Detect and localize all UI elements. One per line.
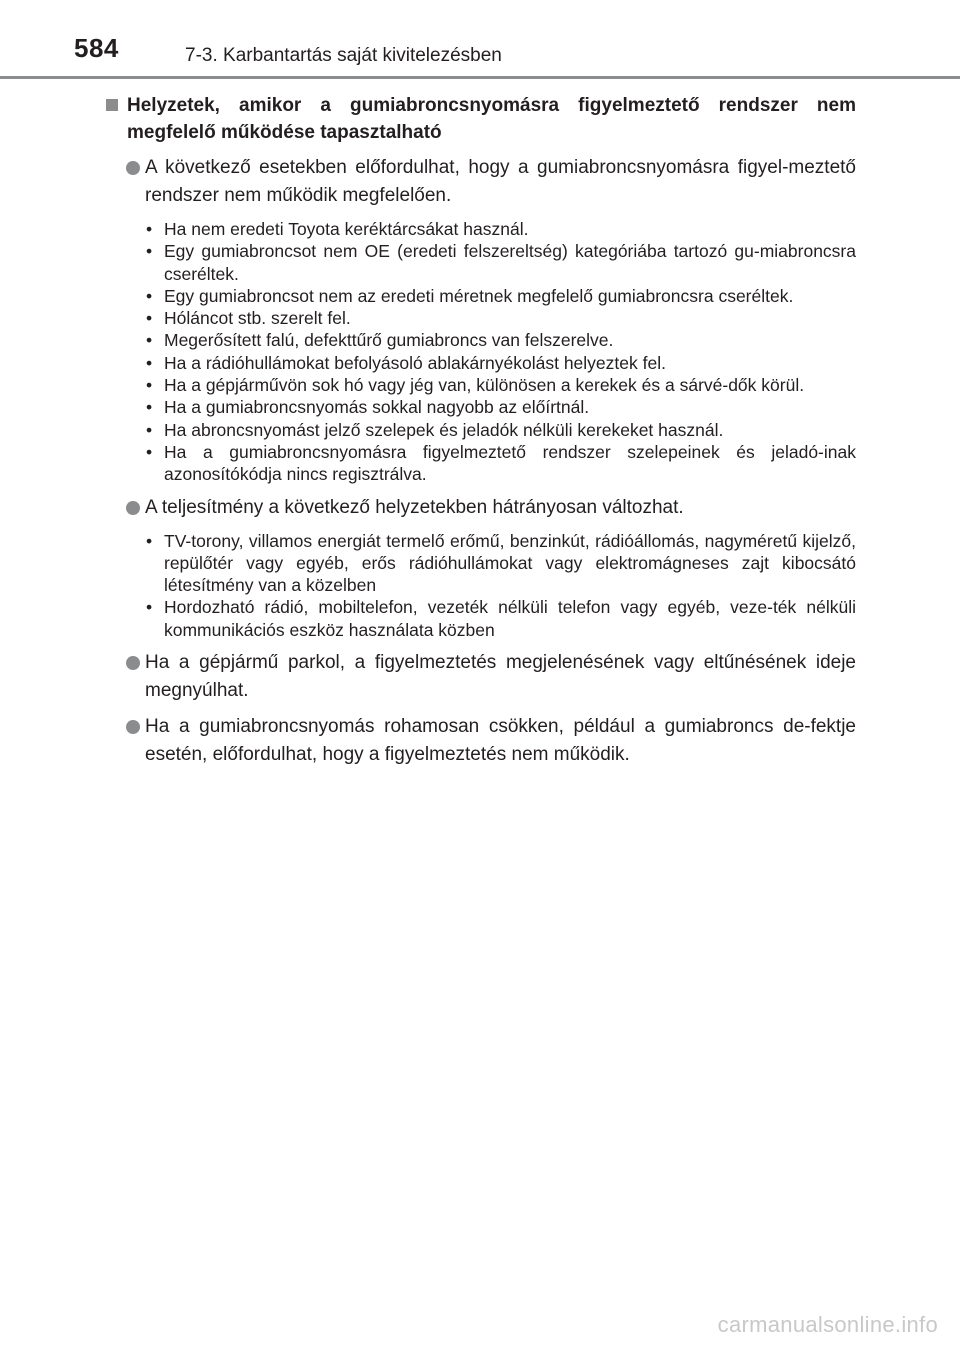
circle-bullet-icon (126, 161, 140, 175)
sub-bullet-item: • Ha a gumiabroncsnyomásra figyelmeztető rendszer szelepeinek és jeladó-inak azonosítókódja nincs regisztrálva. (146, 441, 856, 485)
sub-bullet-list (106, 218, 856, 486)
bullet-icon: • (146, 375, 153, 396)
bullet-icon: • (146, 308, 153, 329)
sub-bullet-item: • Hóláncot stb. szerelt fel. (146, 308, 351, 329)
bullet-icon: • (146, 330, 153, 351)
circle-bullet-icon (126, 501, 140, 515)
list-item-text: A következő esetekben előfordulhat, hogy a gumiabroncsnyomásra figyel-meztető rendszer nem működik megfelelően. (145, 157, 856, 206)
circle-bullet-icon (126, 656, 140, 670)
header-divider (0, 76, 960, 79)
bullet-icon: • (146, 597, 153, 618)
circle-bullet-icon (126, 720, 140, 734)
page-content (106, 92, 856, 769)
sub-bullet-item: • Ha nem eredeti Toyota keréktárcsákat használ. (146, 219, 529, 239)
list-item (106, 649, 856, 705)
square-bullet-icon (106, 99, 118, 111)
sub-bullet-item: • TV-torony, villamos energiát termelő erőmű, benzinkút, rádióállomás, nagyméretű kijelző, repülőtér vagy egyéb, erős rádióhullámokat vagy elektromágneses zajt kibocsátó létesítmény van a közelben (146, 530, 856, 596)
page-number: 584 (74, 33, 119, 63)
list-item-text: A teljesítmény a következő helyzetekben hátrányosan változhat. (145, 496, 684, 518)
list-item-text: Ha a gépjármű parkol, a figyelmeztetés megjelenésének vagy eltűnésének ideje megnyúlhat. (145, 652, 856, 702)
list-item (106, 494, 856, 522)
bullet-icon: • (146, 352, 153, 373)
sub-bullet-item: • Egy gumiabroncsot nem az eredeti méretnek megfelelő gumiabroncsra cseréltek. (146, 285, 794, 306)
bullet-icon: • (146, 397, 153, 418)
bullet-icon: • (146, 241, 153, 262)
bullet-icon: • (146, 219, 153, 239)
sub-bullet-item: • Ha abroncsnyomást jelző szelepek és jeladók nélküli kerekeket használ. (146, 419, 724, 440)
list-item-text: Ha a gumiabroncsnyomás rohamosan csökken, például a gumiabroncs de-fektje esetén, előfordulhat, hogy a figyelmeztetés nem működik. (145, 716, 856, 766)
section-heading (106, 92, 856, 146)
bullet-icon: • (146, 419, 153, 440)
bullet-icon: • (146, 530, 153, 551)
sub-bullet-item: • Ha a gépjárművön sok hó vagy jég van, különösen a kerekek és a sárvé-dők körül. (146, 375, 805, 396)
section-heading-text: Helyzetek, amikor a gumiabroncsnyomásra figyelmeztető rendszer nem megfelelő működése tapasztalható (127, 95, 856, 143)
bullet-icon: • (146, 285, 153, 306)
sub-bullet-item: • Egy gumiabroncsot nem OE (eredeti felszereltség) kategóriába tartozó gu-miabroncsra cseréltek. (146, 241, 856, 284)
sub-bullet-item: • Hordozható rádió, mobiltelefon, vezeték nélküli telefon vagy egyéb, veze-ték nélküli kommunikációs eszköz használata közben (146, 597, 856, 640)
sub-bullet-item: • Megerősített falú, defekttűrő gumiabroncs van felszerelve. (146, 330, 614, 351)
sub-bullet-list (106, 530, 856, 641)
bullet-icon: • (146, 441, 153, 462)
page-header (0, 0, 960, 80)
watermark: carmanualsonline.info (717, 1312, 938, 1337)
sub-bullet-item: • Ha a rádióhullámokat befolyásoló ablakárnyékolást helyeztek fel. (146, 352, 666, 373)
list-item (106, 713, 856, 769)
section-title: 7-3. Karbantartás saját kivitelezésben (185, 45, 502, 66)
list-item (106, 154, 856, 210)
sub-bullet-item: • Ha a gumiabroncsnyomás sokkal nagyobb az előírtnál. (146, 397, 590, 418)
